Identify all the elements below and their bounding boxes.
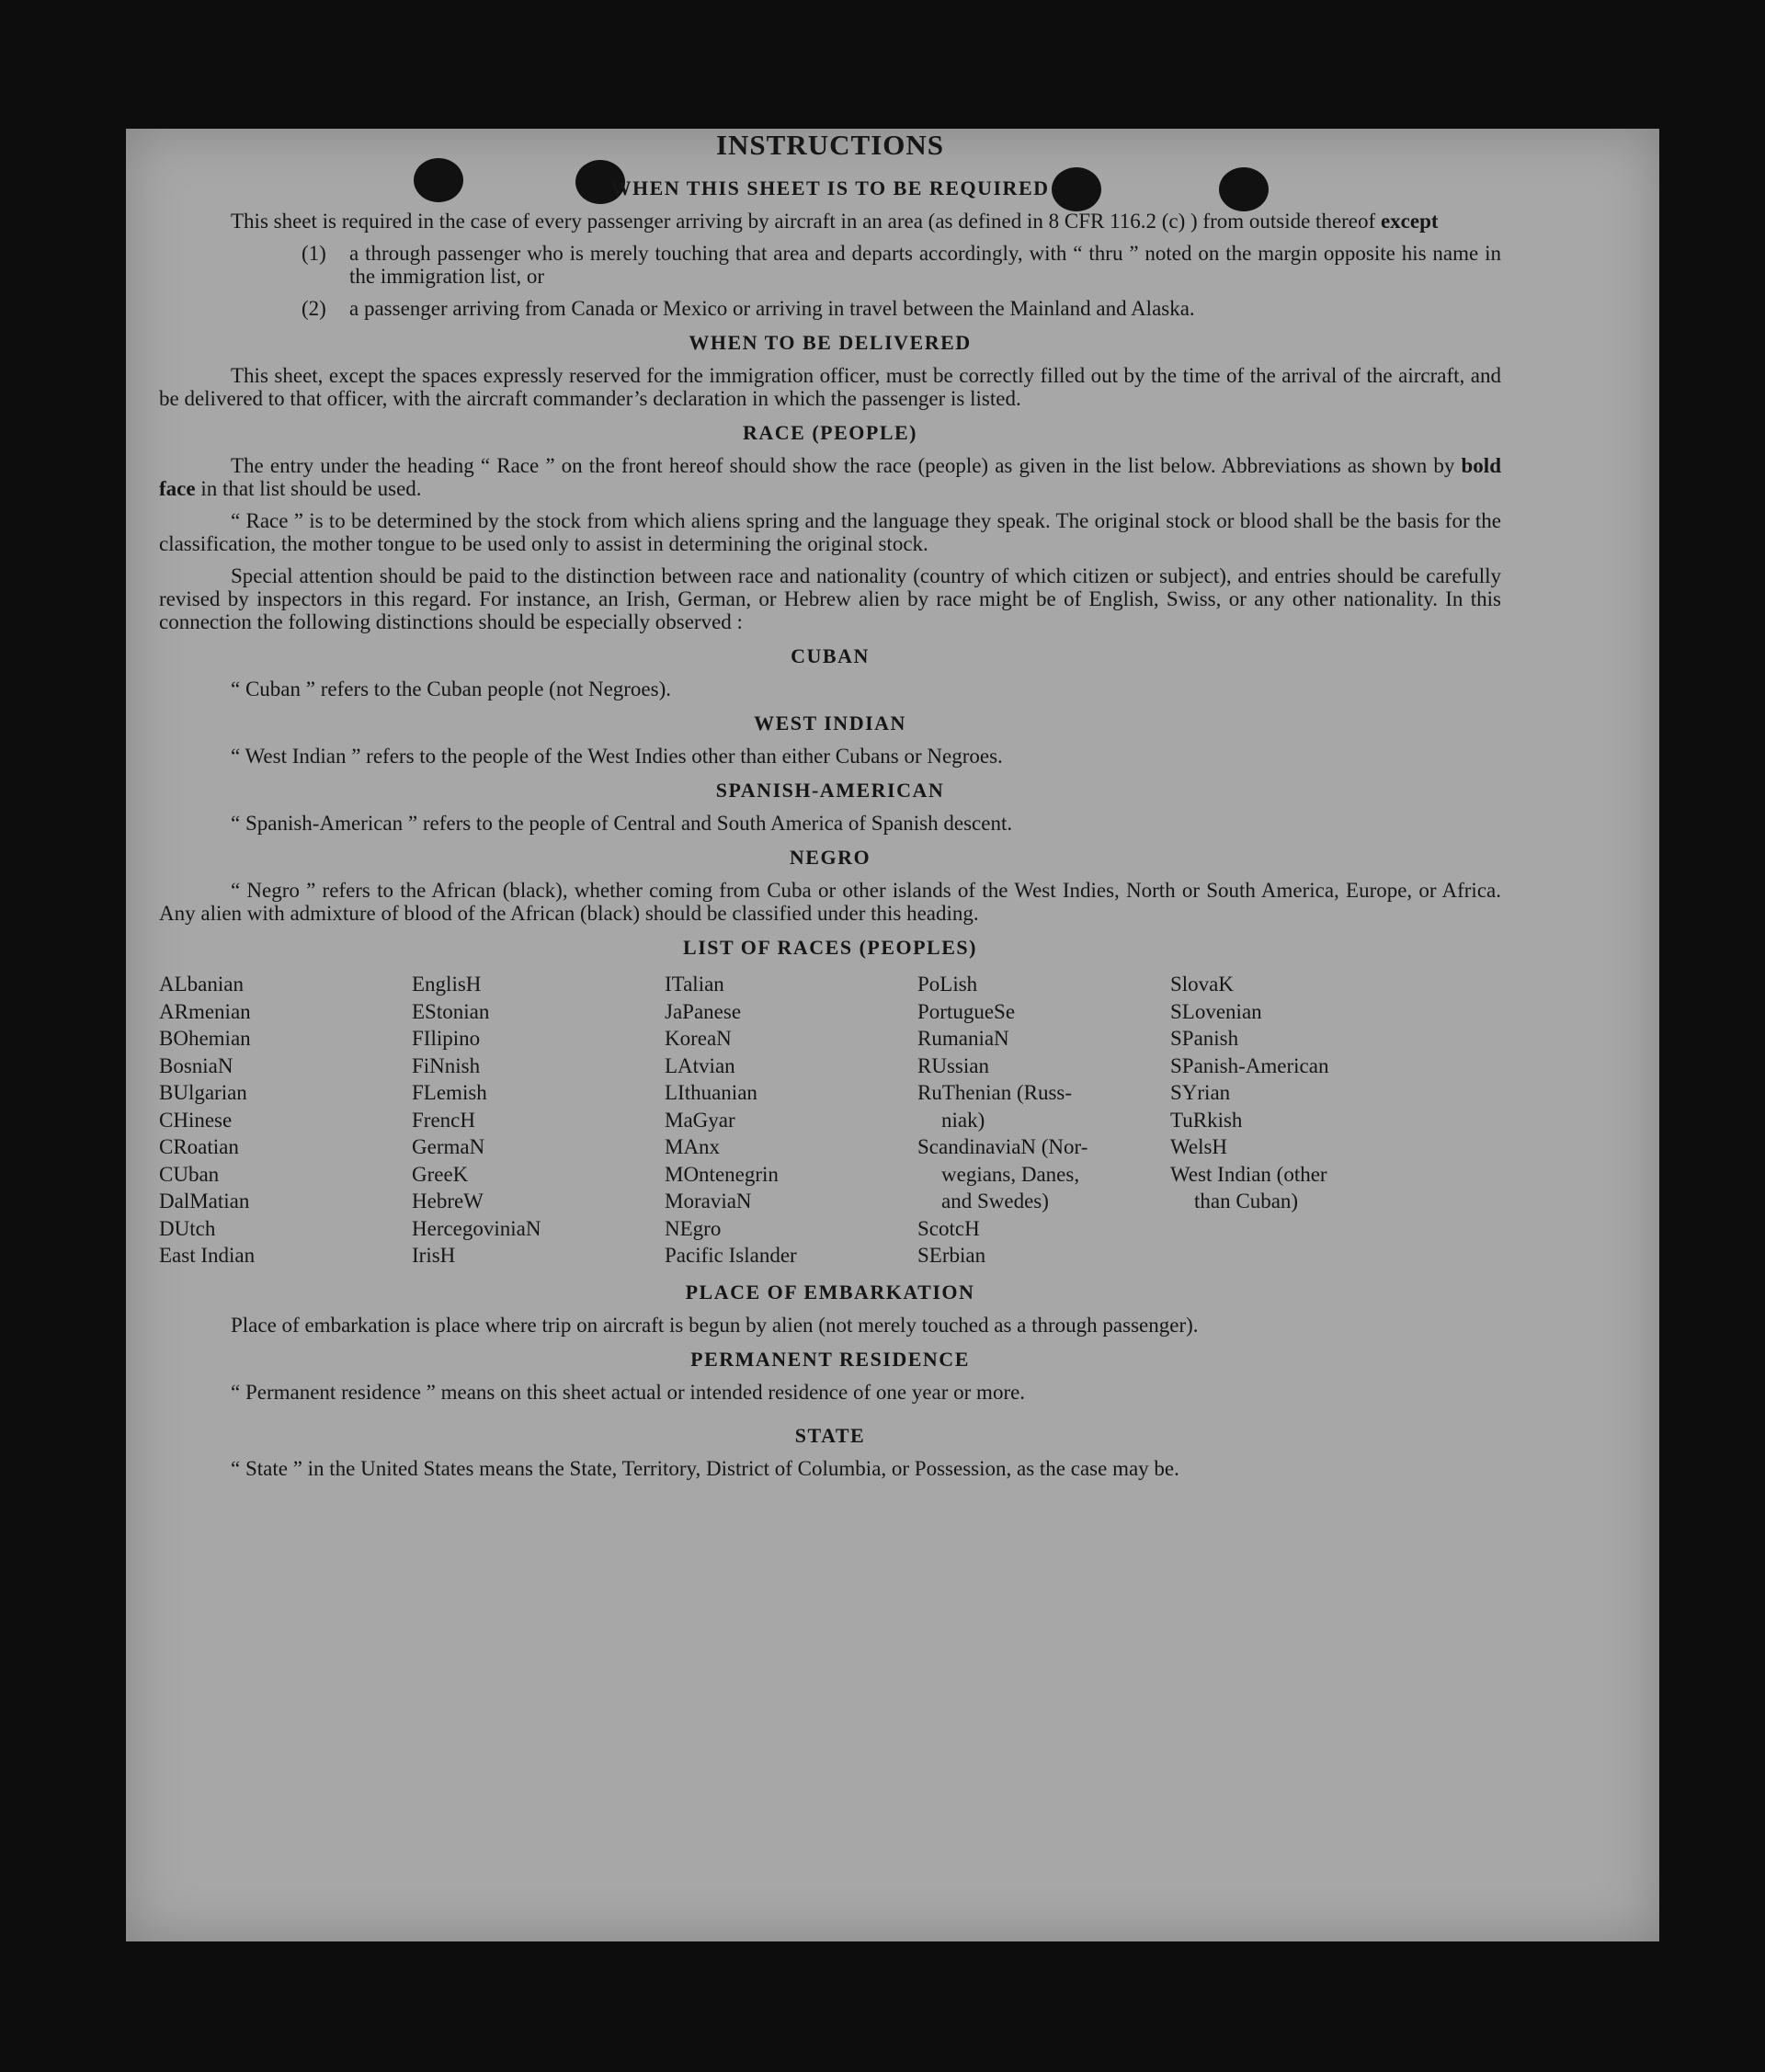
- races-list: [159, 971, 1501, 1269]
- race-entry: WelsH: [1170, 1135, 1228, 1158]
- race-entry: SErbian: [917, 1244, 986, 1267]
- race-entry: MAnx: [665, 1135, 721, 1158]
- cuban-text: “ Cuban ” refers to the Cuban people (not Negroes).: [231, 677, 672, 700]
- race-entry: West Indian (other: [1170, 1162, 1327, 1186]
- race-entry: CUban: [159, 1162, 220, 1186]
- race-entry: FrencH: [412, 1108, 475, 1132]
- race-entry: ITalian: [665, 973, 724, 996]
- race-entry: NEgro: [665, 1216, 722, 1240]
- race-entry: LAtvian: [665, 1053, 735, 1077]
- race-entry: GermaN: [412, 1135, 485, 1158]
- race-entry: PoLish: [917, 973, 978, 996]
- race-entry: JaPanese: [665, 999, 742, 1023]
- race-entry: LIthuanian: [665, 1081, 757, 1104]
- race-entry: BOhemian: [159, 1027, 251, 1050]
- race-entry: ScotcH: [917, 1216, 980, 1240]
- heading-list-of-races: LIST OF RACES (PEOPLES): [683, 936, 977, 959]
- item-text: a through passenger who is merely touching that area and departs accordingly, with “ thru ” noted on the margin opposite his name in the immigration list, or: [349, 242, 1501, 288]
- race-paragraph-1: The entry under the heading “ Race ” on the front hereof should show the race (people) as given in the list below. Abbreviations as shown by bold face in that list should be used.: [159, 454, 1501, 500]
- negro-text: “ Negro ” refers to the African (black), whether coming from Cuba or other islands of the West Indies, North or South America, Europe, or Africa. Any alien with admixture of blood of the African (black) should be classified under this heading.: [159, 879, 1501, 925]
- race-entry: SPanish: [1170, 1027, 1239, 1050]
- races-column: [1170, 971, 1423, 1269]
- race-entry: MOntenegrin: [665, 1162, 779, 1186]
- race-entry: HercegoviniaN: [412, 1216, 541, 1240]
- race-entry: and Swedes): [941, 1190, 1049, 1212]
- race-entry: than Cuban): [1194, 1190, 1299, 1212]
- when-required-intro: This sheet is required in the case of every passenger arriving by aircraft in an area (as defined in 8 CFR 116.2 (c) ) from outside thereof except: [231, 210, 1439, 233]
- races-column: [412, 971, 665, 1269]
- race-entry: FIlipino: [412, 1027, 481, 1050]
- race-entry: IrisH: [412, 1244, 456, 1267]
- race-entry: ScandinaviaN (Nor-: [917, 1135, 1088, 1158]
- item-text: a passenger arriving from Canada or Mexico or arriving in travel between the Mainland and Alaska.: [349, 297, 1195, 320]
- race-entry: DUtch: [159, 1216, 216, 1240]
- race-entry: SlovaK: [1170, 973, 1234, 996]
- race-entry: GreeK: [412, 1162, 469, 1186]
- spanish-american-text: “ Spanish-American ” refers to the people of Central and South America of Spanish descent.: [231, 812, 1013, 835]
- races-column: [665, 971, 917, 1269]
- heading-negro: NEGRO: [789, 846, 871, 869]
- race-entry: DalMatian: [159, 1190, 250, 1212]
- race-entry: FiNnish: [412, 1053, 481, 1077]
- race-entry: PortugueSe: [917, 999, 1016, 1023]
- race-entry: ALbanian: [159, 973, 244, 996]
- race-entry: ARmenian: [159, 999, 251, 1023]
- item-number: (1): [302, 242, 326, 265]
- race-entry: MaGyar: [665, 1108, 735, 1132]
- race-entry: BosniaN: [159, 1053, 233, 1077]
- race-paragraph-2: “ Race ” is to be determined by the stock from which aliens spring and the language they speak. The original stock or blood shall be the basis for the classification, the mother tongue to be used only to assist in determining the original stock.: [159, 509, 1501, 555]
- residence-text: “ Permanent residence ” means on this sheet actual or intended residence of one year or more.: [231, 1380, 1026, 1404]
- race-entry: CRoatian: [159, 1135, 239, 1158]
- race-entry: BUlgarian: [159, 1081, 247, 1104]
- race-entry: RUssian: [917, 1053, 989, 1077]
- race-entry: CHinese: [159, 1108, 233, 1132]
- race-entry: Pacific Islander: [665, 1244, 797, 1267]
- race-entry: HebreW: [412, 1190, 484, 1212]
- heading-cuban: CUBAN: [791, 644, 870, 667]
- race-entry: East Indian: [159, 1244, 256, 1267]
- race-entry: EnglisH: [412, 973, 482, 996]
- race-entry: RuThenian (Russ-: [917, 1081, 1073, 1104]
- race-entry: niak): [941, 1108, 985, 1132]
- heading-race: RACE (PEOPLE): [743, 421, 917, 444]
- embarkation-text: Place of embarkation is place where trip on aircraft is begun by alien (not merely touched as a through passenger).: [231, 1313, 1199, 1337]
- heading-spanish-american: SPANISH-AMERICAN: [715, 779, 945, 802]
- item-number: (2): [302, 297, 326, 320]
- heading-embarkation: PLACE OF EMBARKATION: [685, 1280, 975, 1304]
- race-entry: EStonian: [412, 999, 490, 1023]
- heading-west-indian: WEST INDIAN: [754, 712, 906, 734]
- race-entry: MoraviaN: [665, 1190, 752, 1212]
- races-column: [159, 971, 412, 1269]
- exception-item: [159, 297, 1501, 320]
- race-entry: SYrian: [1170, 1081, 1231, 1104]
- west-indian-text: “ West Indian ” refers to the people of the West Indies other than either Cubans or Negroes.: [231, 745, 1003, 768]
- when-delivered-text: This sheet, except the spaces expressly reserved for the immigration officer, must be correctly filled out by the time of the arrival of the aircraft, and be delivered to that officer, with the aircraft commander’s declaration in which the passenger is listed.: [159, 364, 1501, 410]
- state-text: “ State ” in the United States means the State, Territory, District of Columbia, or Possession, as the case may be.: [231, 1456, 1179, 1480]
- race-entry: wegians, Danes,: [941, 1162, 1080, 1186]
- race-entry: RumaniaN: [917, 1027, 1009, 1050]
- exception-item: [159, 242, 1501, 288]
- races-column: [917, 971, 1170, 1269]
- race-entry: SLovenian: [1170, 999, 1262, 1023]
- race-entry: KoreaN: [665, 1027, 732, 1050]
- race-paragraph-3: Special attention should be paid to the distinction between race and nationality (country of which citizen or subject), and entries should be carefully revised by inspectors in this regard. For instance, an Irish, German, or Hebrew alien by race might be of English, Swiss, or any other nationality. In this connection the following distinctions should be especially observed :: [159, 564, 1501, 633]
- race-entry: FLemish: [412, 1081, 487, 1104]
- heading-state: STATE: [794, 1423, 866, 1447]
- race-entry: SPanish-American: [1170, 1053, 1329, 1077]
- page-title: INSTRUCTIONS: [715, 129, 944, 161]
- instructions-content: [159, 129, 1501, 1489]
- heading-permanent-residence: PERMANENT RESIDENCE: [690, 1347, 970, 1371]
- heading-when-delivered: WHEN TO BE DELIVERED: [689, 331, 972, 354]
- heading-when-required: WHEN THIS SHEET IS TO BE REQUIRED: [610, 176, 1050, 199]
- race-entry: TuRkish: [1170, 1108, 1243, 1132]
